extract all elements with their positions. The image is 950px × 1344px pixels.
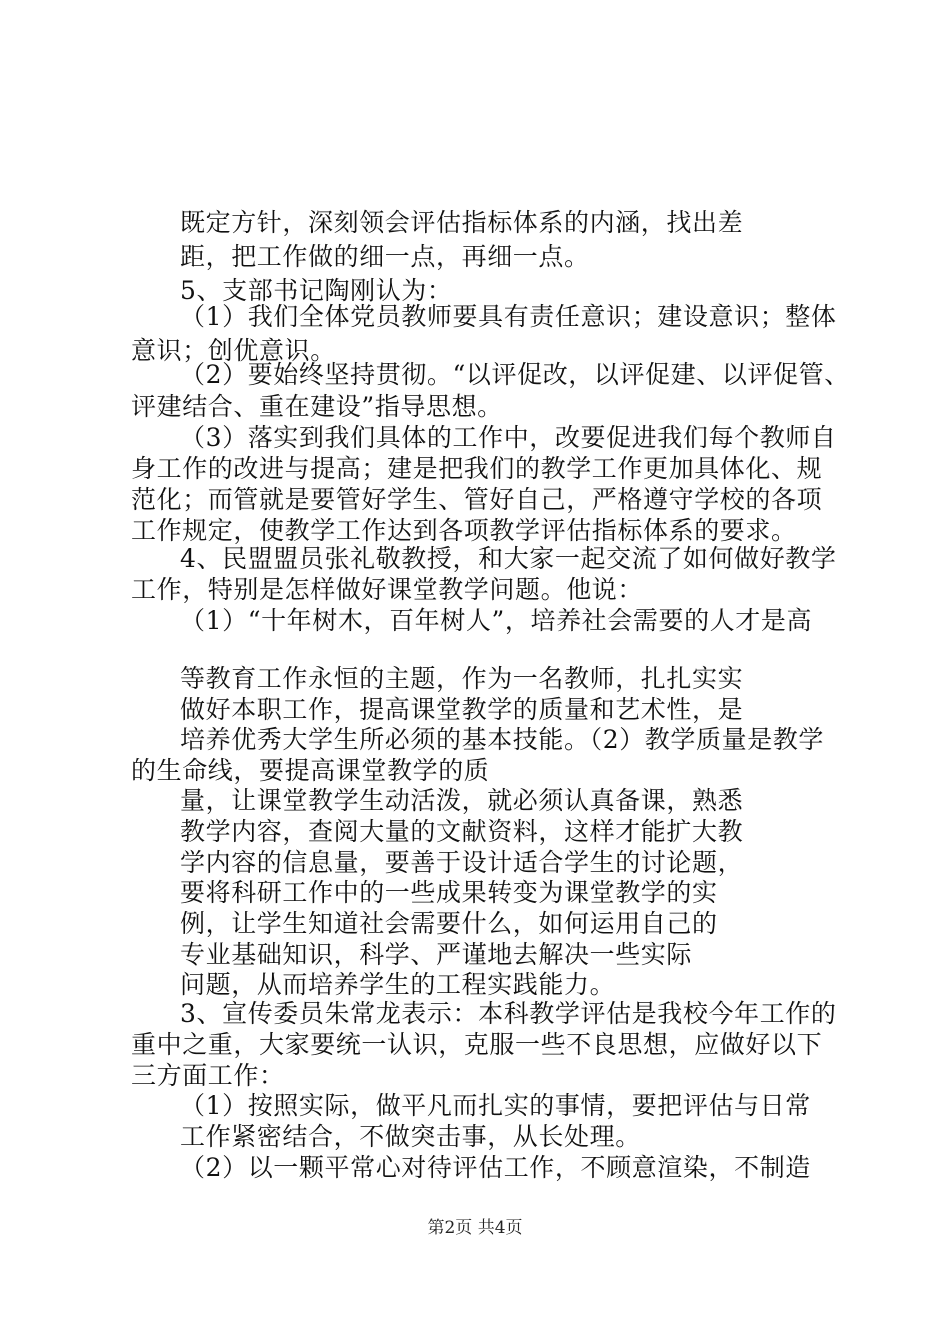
text-line: （1）按照实际，做平凡而扎实的事情，要把评估与日常 <box>180 1091 811 1120</box>
text-line: （3）落实到我们具体的工作中，改要促进我们每个教师自 <box>180 423 837 452</box>
text-line: （1）我们全体党员教师要具有责任意识；建设意识；整体 <box>180 302 837 331</box>
text-line: 学内容的信息量，要善于设计适合学生的讨论题， <box>180 848 744 877</box>
text-line: 身工作的改进与提高；建是把我们的教学工作更加具体化、规 <box>131 454 823 483</box>
text-line: （2）要始终坚持贯彻。“以评促改，以评促建、以评促管、 <box>180 360 850 389</box>
text-line: 评建结合、重在建设”指导思想。 <box>131 392 503 421</box>
text-line: 的生命线，要提高课堂教学的质 <box>131 756 490 785</box>
text-line: 做好本职工作，提高课堂教学的质量和艺术性，是 <box>180 695 744 724</box>
text-line: 要将科研工作中的一些成果转变为课堂教学的实 <box>180 878 718 907</box>
text-line: 距，把工作做的细一点，再细一点。 <box>180 242 590 271</box>
text-line: 量，让课堂教学生动活泼，就必须认真备课，熟悉 <box>180 786 744 815</box>
text-line: 3、宣传委员朱常龙表示：本科教学评估是我校今年工作的 <box>180 999 837 1028</box>
text-line: （1）“十年树木，百年树人”，培养社会需要的人才是高 <box>180 606 813 635</box>
text-line: 工作，特别是怎样做好课堂教学问题。他说： <box>131 575 644 604</box>
text-line: 培养优秀大学生所必须的基本技能。（2）教学质量是教学 <box>180 725 825 754</box>
text-line: 教学内容，查阅大量的文献资料，这样才能扩大教 <box>180 817 744 846</box>
text-line: 工作规定，使教学工作达到各项教学评估指标体系的要求。 <box>131 516 797 545</box>
text-line: 例，让学生知道社会需要什么，如何运用自己的 <box>180 909 718 938</box>
page-number-footer: 第2页 共4页 <box>427 1218 523 1238</box>
text-line: 问题，从而培养学生的工程实践能力。 <box>180 970 616 999</box>
text-line: 等教育工作永恒的主题，作为一名教师，扎扎实实 <box>180 664 744 693</box>
text-line: 三方面工作： <box>131 1061 285 1090</box>
text-line: 工作紧密结合，不做突击事，从长处理。 <box>180 1122 641 1151</box>
text-line: 重中之重，大家要统一认识，克服一些不良思想，应做好以下 <box>131 1030 823 1059</box>
text-line: 专业基础知识，科学、严谨地去解决一些实际 <box>180 940 693 969</box>
text-line: 既定方针，深刻领会评估指标体系的内涵，找出差 <box>180 208 744 237</box>
text-line: （2）以一颗平常心对待评估工作，不顾意渲染，不制造 <box>180 1153 811 1182</box>
text-line: 4、民盟盟员张礼敬教授，和大家一起交流了如何做好教学 <box>180 544 837 573</box>
text-line: 范化；而管就是要管好学生、管好自己，严格遵守学校的各项 <box>131 485 823 514</box>
text-line: 5、支部书记陶刚认为： <box>180 276 453 305</box>
text-line: 意识；创优意识。 <box>131 336 336 365</box>
